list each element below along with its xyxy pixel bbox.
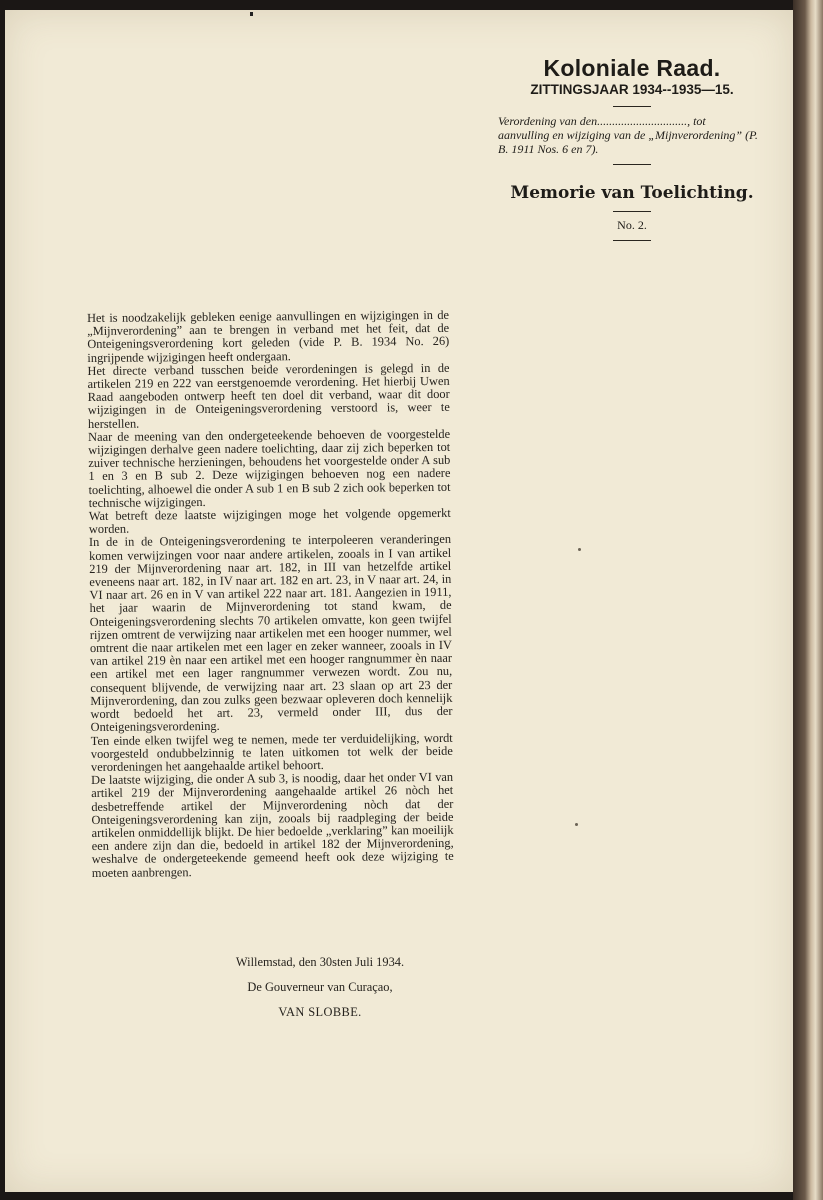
council-title: Koloniale Raad. [543, 55, 721, 81]
signatory-role: De Gouverneur van Curaçao, [247, 980, 393, 994]
scan-mark [250, 12, 253, 16]
signatory-name: VAN SLOBBE. [278, 1005, 362, 1019]
paragraph: Naar de meening van den ondergeteekende behoeven de voorgestelde wijzigingen derhalve geen nadere toelichting, daar zij zich beperken tot zuiver technische herzieningen, behoudens het voorgestelde onder A sub 1 en 3 en B sub 2. Deze wijzigingen behoeven nog een nadere toelichting, alhoewel die onder A sub 1 en B sub 2 zich ook beperken tot technische wijzigingen. [88, 426, 451, 510]
paragraph: In de in de Onteigeningsverordening te interpoleeren veranderingen komen verwijzingen voor naar andere artikelen, zooals in I van artikel 219 der Mijnverordening naar art. 182, in III van hetzelfde artikel eveneens naar art. 182, in IV naar art. 182 en art. 23, in V naar art. 24, in VI naar art. 26 en in V van artikel 222 naar art. 181. Aangezien in 1911, het jaar waarin de Mijnverordening tot stand kwam, de Onteigeningsverordening slechts 70 artikelen omvatte, kon geen twijfel rijzen omtrent de verwijzing naar artikelen met een hooger nummer, wel omtrent die naar artikelen met een lager en zeker wanneer, zooals in IV van artikel 219 èn naar een artikel met een hooger rangnummer èn naar een artikel met een lager rangnummer verwezen wordt. Zou nu, consequent blijvende, de verwijzing naar art. 23 slaan op art 23 der Mijnverordening, dan zou zulks geen bezwaar opleveren doch kennelijk wordt bedoeld het art. 23, vermeld onder III, dus der Onteigeningsverordening. [88, 532, 453, 735]
paragraph: Het directe verband tusschen beide verordeningen is gelegd in de artikelen 219 en 222 van eerstgenoemde verordening. Het hierbij Uwen Raad aangeboden ontwerp heeft ten doel dit verband, waar dit door wijzigingen in de Onteigeningsverordening verstoord is, weer te herstellen. [87, 360, 450, 431]
header-rule [613, 240, 651, 241]
paragraph: Wat betreft deze laatste wijzigingen moge het volgende opgemerkt worden. [88, 505, 451, 537]
header-rule [613, 211, 651, 212]
paragraph: De laatste wijziging, die onder A sub 3, is noodig, daar het onder VI van artikel 219 der Mijnverordening aangehaalde artikel 26 nòch het desbetreffende artikel der Mijnverordening nòch dat der Onteigeningsverordening kan zijn, zooals bij raadpleging der beide artikelen onmiddellijk blijkt. De hier bedoelde „verklaring” kan moeilijk een andere zijn dan die, bedoeld in artikel 182 der Mijnverordening, weshalve de ondergeteekende gemeend heeft ook deze wijziging te moeten aanbrengen. [91, 769, 454, 880]
memorie-heading: Memorie van Toelichting. [510, 183, 754, 203]
session-year: ZITTINGSJAAR 1934--1935—15. [530, 82, 734, 97]
explanatory-memorandum-text [87, 309, 454, 880]
paragraph: Ten einde elken twijfel weg te nemen, mede ter verduidelijking, wordt voorgesteld ondubbelzinnig te laten uitkomen tot welk der beide verordeningen het aangehaalde artikel behoort. [90, 730, 453, 774]
document-number: No. 2. [617, 218, 647, 232]
paper-speck [575, 823, 578, 826]
header-rule [613, 106, 651, 107]
ordinance-subtitle: Verordening van den.............................., tot aanvulling en wijziging van de „Mijnverordening” (P. B. 1911 Nos. 6 en 7). [498, 114, 758, 156]
paragraph: Het is noodzakelijk gebleken eenige aanvullingen en wijzigingen in de „Mijnverordening” aan te brengen in verband met het feit, dat de Onteigeningsverordening kort geleden (vide P. B. 1934 No. 26) ingrijpende wijzigingen heeft ondergaan. [86, 307, 450, 365]
paper-speck [578, 548, 581, 551]
book-spine [793, 0, 823, 1200]
document-header [492, 55, 772, 241]
header-rule [613, 164, 651, 165]
place-and-date: Willemstad, den 30sten Juli 1934. [235, 955, 405, 969]
